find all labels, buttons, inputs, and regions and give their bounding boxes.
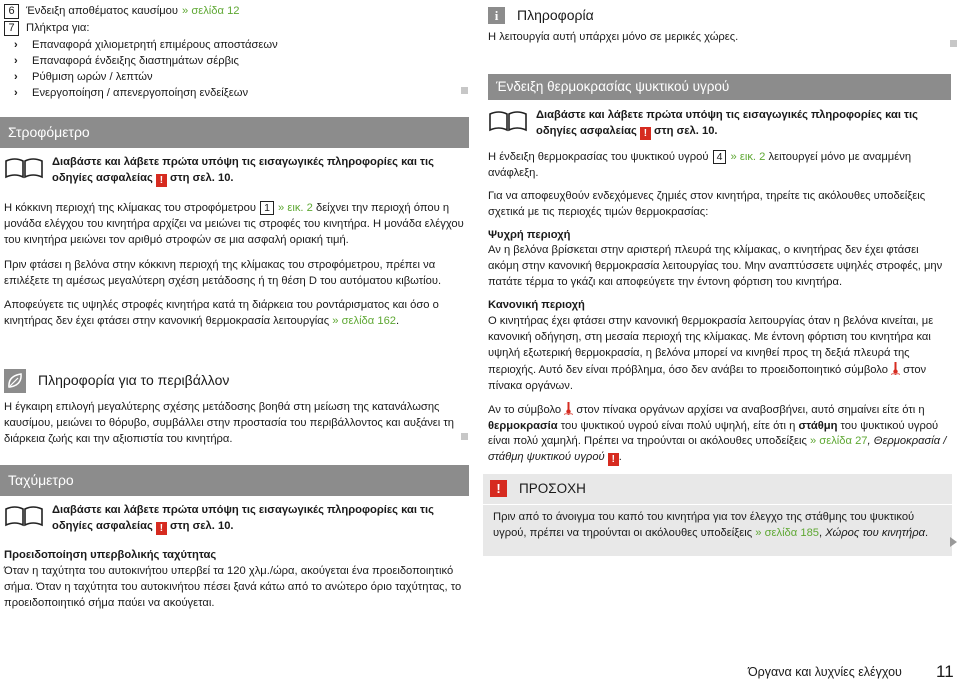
read-first-note bbox=[4, 155, 464, 187]
read-first-note bbox=[4, 503, 464, 535]
legend-text: Πλήκτρα για: bbox=[26, 22, 90, 34]
caution-icon: ! bbox=[490, 480, 507, 497]
paragraph: Η λειτουργία αυτή υπάρχει μόνο σε μερικές χώρες. bbox=[488, 30, 739, 43]
figure-link[interactable]: » εικ. 2 bbox=[278, 201, 313, 214]
paragraph: Η κόκκινη περιοχή της κλίμακας του στροφόμετρου 1 » εικ. 2 δείχνει την περιοχή όπου η μονάδα ελέγχου του κινητήρα αρχίζει να μειώνει τις στροφές του κινητήρα. Η μονάδα ελέγχου του κινητήρα μειώνει τον αριθμό στροφών σε μια ασφαλή οριακή τιμή. bbox=[4, 201, 464, 246]
environment-title: Πληροφορία για το περιβάλλον bbox=[38, 372, 230, 389]
read-first-text: Διαβάστε και λάβετε πρώτα υπόψη τις εισαγωγικές πληροφορίες και τις οδηγίες ασφαλείας ! στη σελ. 10. bbox=[52, 156, 434, 186]
section-title: Ένδειξη θερμοκρασίας ψυκτικού υγρού bbox=[496, 79, 730, 95]
read-first-text: Διαβάστε και λάβετε πρώτα υπόψη τις εισαγωγικές πληροφορίες και τις οδηγίες ασφαλείας ! στη σελ. 10. bbox=[536, 109, 918, 139]
subheading: Κανονική περιοχή bbox=[488, 299, 585, 312]
paragraph: Ο κινητήρας έχει φτάσει στην κανονική θερμοκρασία λειτουργίας όταν η βελόνα κινείται, με κανονική οδήγηση, στη μεσαία περιοχή της κλίμακας. Με έντονη φόρτιση του κινητήρα και υψηλή εξωτερική θερμοκρασία, η βελόνα μπορεί να κινηθεί προς τη δεξιά πλευρά της περιοχής. Αυτό δεν είναι πρόβλημα, όσο δεν ανάβει το προειδοποιητικό σύμβολο στον πίνακα οργάνων. bbox=[488, 315, 934, 392]
paragraph: Η ένδειξη θερμοκρασίας του ψυκτικού υγρού 4 » εικ. 2 λειτουργεί μόνο με αναμμένη ανάφλεξη. bbox=[488, 150, 912, 179]
paragraph: Όταν η ταχύτητα του αυτοκινήτου υπερβεί τα 120 χλμ./ώρα, ακούγεται ένα προειδοποιητικό σήμα. Όταν η ταχύτητα του αυτοκινήτου πέσει ξανά κάτω από το ανώτερο όριο ταχύτητας, το προειδοποιητικό σήμα παύει να ακούγεται. bbox=[4, 564, 462, 609]
coolant-temperature-icon bbox=[564, 402, 573, 415]
end-marker-icon bbox=[461, 87, 468, 94]
warning-icon: ! bbox=[156, 174, 167, 187]
info-icon: i bbox=[488, 7, 505, 24]
coolant-section bbox=[488, 108, 950, 466]
page-link[interactable]: » σελίδα 185 bbox=[755, 527, 820, 540]
book-icon bbox=[4, 503, 44, 527]
keys-list bbox=[4, 38, 464, 102]
end-marker-icon bbox=[461, 433, 468, 440]
environment-leaf-icon bbox=[4, 369, 26, 393]
chevron-right-icon: › bbox=[14, 70, 18, 83]
book-icon bbox=[488, 108, 528, 132]
section-heading-rev-counter bbox=[0, 117, 469, 148]
list-item: › Ενεργοποίηση / απενεργοποίηση ενδείξεων bbox=[4, 86, 464, 102]
page-link[interactable]: » σελίδα 12 bbox=[181, 5, 240, 17]
warning-icon: ! bbox=[608, 453, 619, 466]
end-marker-icon bbox=[950, 40, 957, 47]
caution-box bbox=[483, 474, 952, 556]
speedometer-section bbox=[4, 503, 464, 612]
chevron-right-icon: › bbox=[14, 39, 18, 51]
list-item: › Ρύθμιση ωρών / λεπτών bbox=[4, 70, 464, 86]
coolant-temperature-icon bbox=[891, 362, 900, 375]
paragraph: Πριν φτάσει η βελόνα στην κόκκινη περιοχή της κλίμακας του στροφόμετρου, πρέπει να επιλέξετε τη αμέσως μεγαλύτερη σχέση μετάδοσης ή τη θέση D του αυτόματου κιβωτίου. bbox=[4, 258, 442, 287]
list-item: › Επαναφορά χιλιομετρητή επιμέρους αποστάσεων bbox=[4, 38, 464, 54]
paragraph: Αποφεύγετε τις υψηλές στροφές κινητήρα κατά τη διάρκεια του ροντάρισματος και όσο ο κινητήρας δεν έχει φτάσει στην κανονική θερμοκρασία λειτουργίας » σελίδα 162. bbox=[4, 299, 439, 328]
legend-text: Ένδειξη αποθέματος καυσίμου bbox=[26, 5, 178, 17]
warning-icon: ! bbox=[156, 522, 167, 535]
legend-item-6 bbox=[4, 4, 464, 21]
book-icon bbox=[4, 155, 44, 179]
page-link[interactable]: » σελίδα 162 bbox=[332, 315, 397, 328]
footer-section-title: Όργανα και λυχνίες ελέγχου bbox=[748, 665, 902, 679]
paragraph: Πριν από το άνοιγμα του καπό του κινητήρα για τον έλεγχο της στάθμης του ψυκτικού υγρού, πρέπει να τηρούνται οι ακόλουθες υποδείξεις » σελίδα 185, Χώρος του κινητήρα. bbox=[493, 511, 929, 540]
paragraph: Αν η βελόνα βρίσκεται στην αριστερή πλευρά της κλίμακας, ο κινητήρας δεν έχει φτάσει ακόμη στην κανονική θερμοκρασία λειτουργίας του. Μην αναπτύσσετε υψηλές στροφές, μην πατάτε τέρμα το γκάζι και αποφεύγετε την έντονη φόρτιση του κινητήρα. bbox=[488, 244, 943, 289]
section-title: Στροφόμετρο bbox=[8, 123, 90, 140]
warning-icon: ! bbox=[640, 127, 651, 140]
environment-note bbox=[4, 369, 464, 448]
read-first-text: Διαβάστε και λάβετε πρώτα υπόψη τις εισαγωγικές πληροφορίες και τις οδηγίες ασφαλείας ! στη σελ. 10. bbox=[52, 504, 434, 534]
subheading: Προειδοποίηση υπερβολικής ταχύτητας bbox=[4, 548, 217, 561]
paragraph: Για να αποφευχθούν ενδεχόμενες ζημιές στον κινητήρα, τηρείτε τις ακόλουθες υποδείξεις σχετικά με τις περιοχές τιμών θερμοκρασίας: bbox=[488, 189, 926, 218]
section-heading-coolant bbox=[488, 74, 951, 100]
rev-counter-section bbox=[4, 155, 464, 330]
list-item: › Επαναφορά ένδειξης διαστημάτων σέρβις bbox=[4, 54, 464, 70]
section-title: Ταχύμετρο bbox=[8, 471, 74, 488]
figure-callout-number: 1 bbox=[260, 201, 274, 215]
right-column-info bbox=[488, 6, 948, 46]
info-title: Πληροφορία bbox=[517, 7, 594, 23]
left-column bbox=[4, 4, 464, 102]
subheading: Ψυχρή περιοχή bbox=[488, 228, 571, 241]
paragraph: Η έγκαιρη επιλογή μεγαλύτερης σχέσης μετάδοσης βοηθά στη μείωση της κατανάλωσης καυσίμου, μειώνει το θόρυβο, συμβάλλει στην προστασία του περιβάλλοντος και αυξάνει τη διάρκεια ζωής και την αξιοπιστία του κινητήρα. bbox=[4, 401, 455, 445]
figure-link[interactable]: » εικ. 2 bbox=[730, 150, 766, 163]
page-link[interactable]: » σελίδα 27 bbox=[809, 435, 868, 448]
section-heading-speedometer bbox=[0, 465, 469, 496]
page-number: 11 bbox=[936, 662, 954, 681]
paragraph: Αν το σύμβολο στον πίνακα οργάνων αρχίσει να αναβοσβήνει, αυτό σημαίνει είτε ότι η θερμοκρασία του ψυκτικού υγρού είναι πολύ υψηλή, είτε ότι η στάθμη του ψυκτικού υγρού είναι πολύ χαμηλή. Πρέπει να τηρούνται οι ακόλουθες υποδείξεις » σελίδα 27, Θερμοκρασία / στάθμη ψυκτικού υγρού ! . bbox=[488, 403, 947, 466]
chevron-right-icon: › bbox=[14, 54, 18, 67]
read-first-note bbox=[488, 108, 950, 140]
legend-number: 7 bbox=[4, 21, 19, 36]
legend-number: 6 bbox=[4, 4, 19, 19]
legend-item-7 bbox=[4, 21, 464, 38]
chevron-right-icon: › bbox=[14, 86, 18, 99]
continue-arrow-icon bbox=[950, 537, 957, 547]
caution-title: ΠΡΟΣΟΧΗ bbox=[519, 481, 586, 496]
figure-callout-number: 4 bbox=[713, 150, 727, 164]
